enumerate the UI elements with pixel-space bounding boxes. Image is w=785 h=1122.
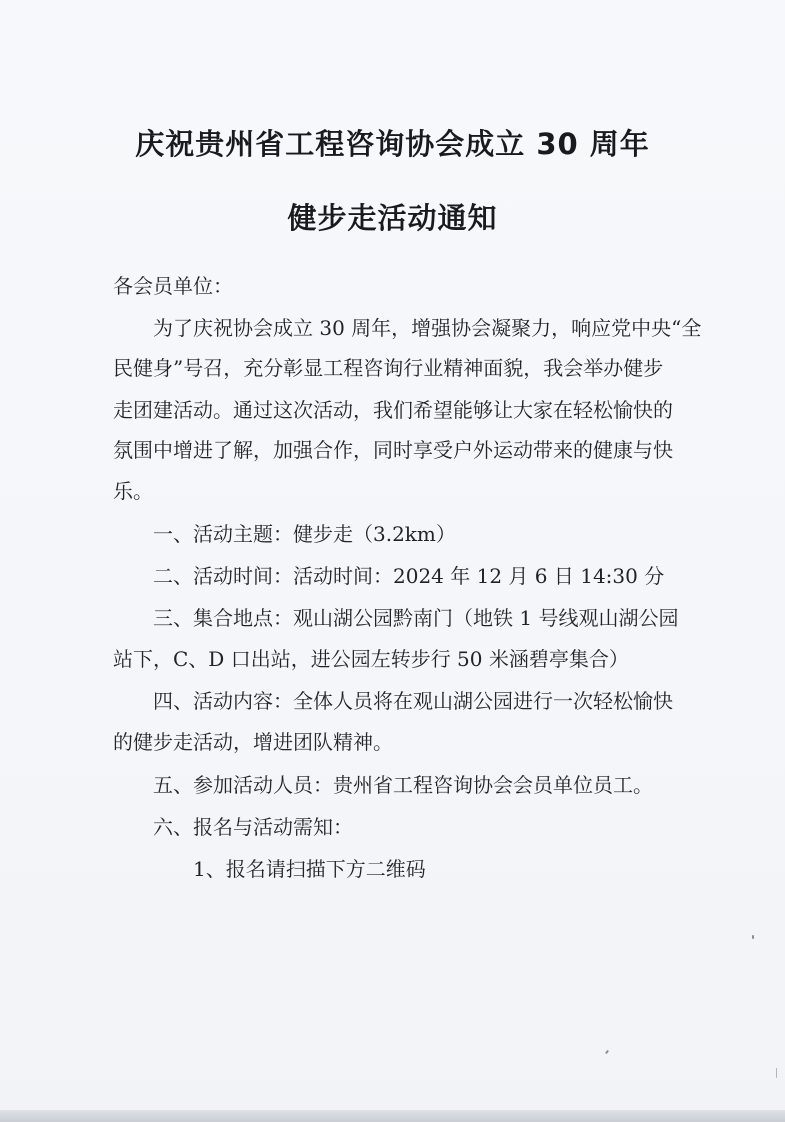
intro-line-1: 为了庆祝协会成立 30 周年，增强协会凝聚力，响应党中央“全 [113, 316, 702, 340]
intro-line-4: 氛围中增进了解，加强合作，同时享受户外运动带来的健康与快 [113, 438, 673, 462]
item-registration-sub-1: 1、报名请扫描下方二维码 [113, 857, 426, 881]
scan-bottom-edge [0, 1110, 785, 1122]
scan-speck [605, 1050, 609, 1054]
intro-line-3: 走团建活动。通过这次活动，我们希望能够让大家在轻松愉快的 [113, 398, 673, 422]
scan-speck [776, 1068, 777, 1078]
salutation: 各会员单位： [113, 274, 233, 298]
item-location-line-1: 三、集合地点：观山湖公园黔南门（地铁 1 号线观山湖公园 [113, 606, 679, 630]
intro-line-2: 民健身”号召，充分彰显工程咨询行业精神面貌，我会举办健步 [113, 356, 664, 380]
document-title-line-1: 庆祝贵州省工程咨询协会成立 30 周年 [135, 127, 650, 161]
item-content-line-2: 的健步走活动，增进团队精神。 [113, 730, 393, 754]
document-title-line-2: 健步走活动通知 [287, 201, 498, 235]
intro-line-5: 乐。 [113, 479, 153, 503]
item-participants: 五、参加活动人员：贵州省工程咨询协会会员单位员工。 [113, 773, 653, 797]
scan-speck [752, 935, 754, 939]
item-location-line-2: 站下，C、D 口出站，进公园左转步行 50 米涵碧亭集合） [113, 647, 629, 671]
item-theme: 一、活动主题：健步走（3.2km） [113, 522, 456, 546]
item-time: 二、活动时间：活动时间：2024 年 12 月 6 日 14:30 分 [113, 564, 665, 588]
item-content-line-1: 四、活动内容：全体人员将在观山湖公园进行一次轻松愉快 [113, 689, 673, 713]
item-registration: 六、报名与活动需知： [113, 815, 353, 839]
